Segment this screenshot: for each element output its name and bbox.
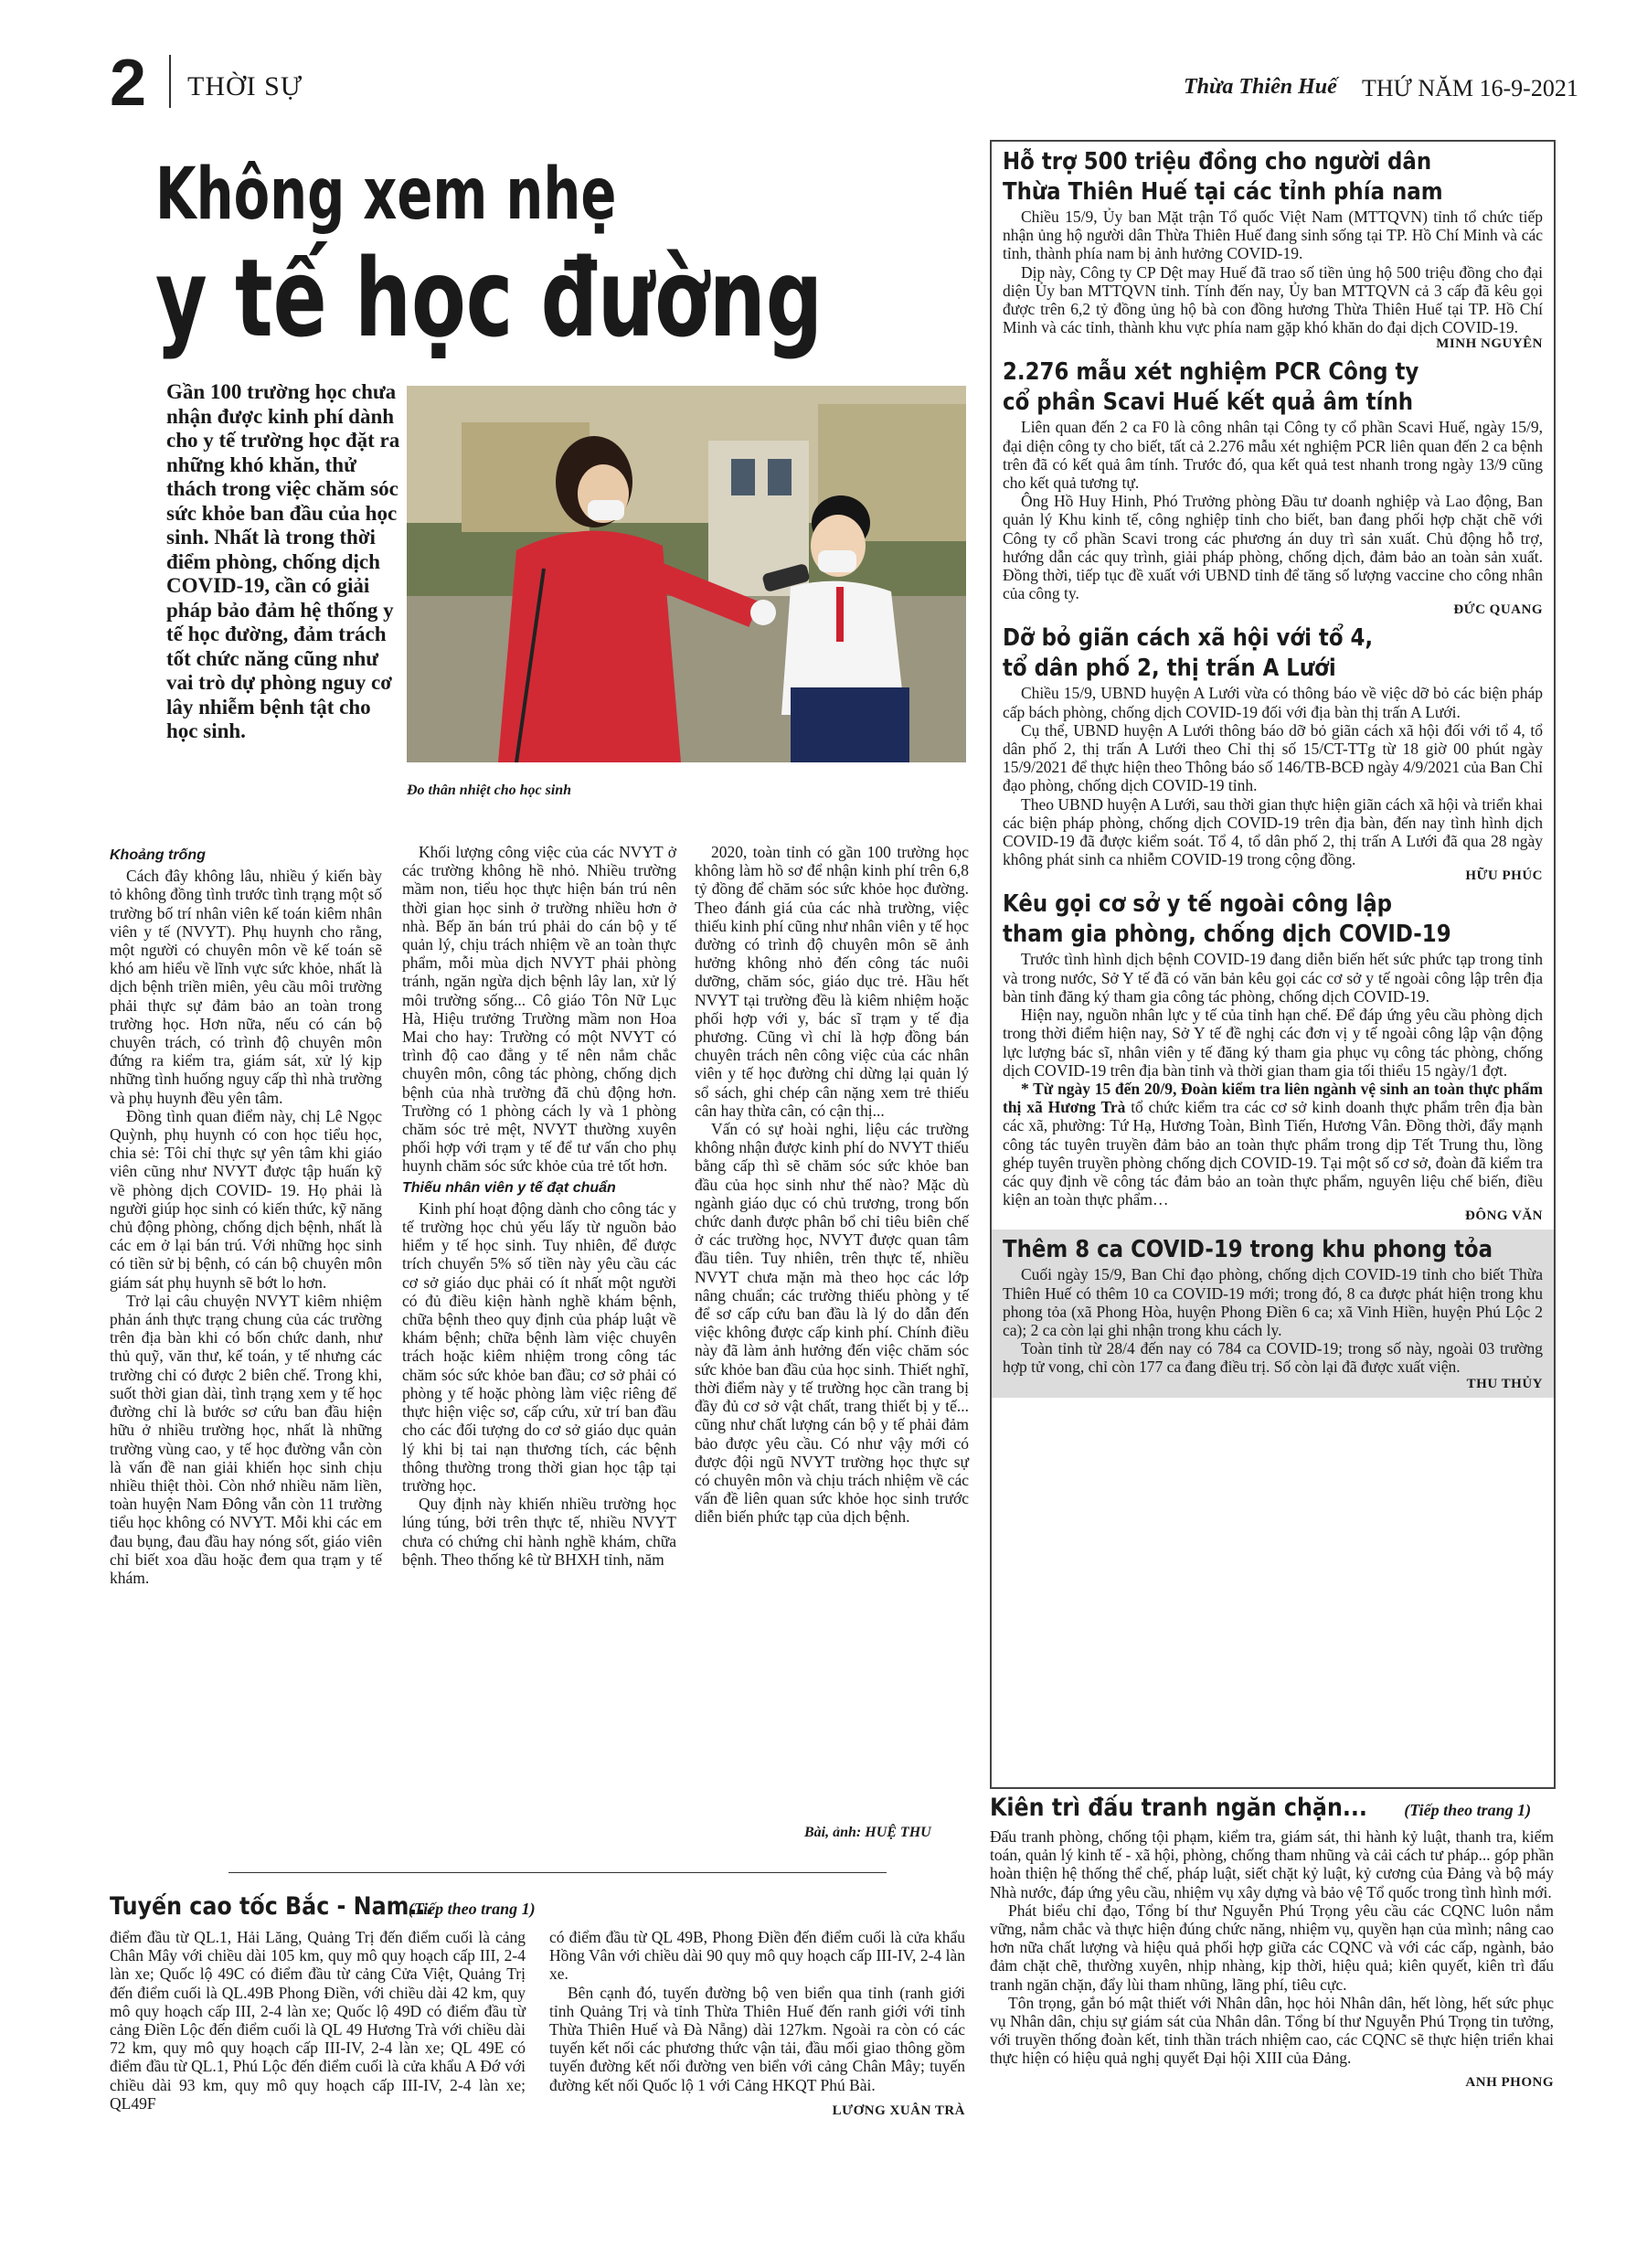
- photo-illustration: [407, 386, 966, 762]
- headline-line-2: y tế học đường: [155, 235, 824, 361]
- brief-4: [992, 884, 1554, 1224]
- brief-body: [1003, 1265, 1543, 1376]
- paper-name: Thừa Thiên Huế: [1184, 75, 1337, 99]
- paragraph: Ông Hồ Huy Hinh, Phó Trưởng phòng Đầu tư doanh nghiệp và Lao động, Ban quản lý Khu kinh tế, công nghiệp tỉnh cho biết, ban đang phối hợp chặt chẽ với Công ty cổ phần Scavi trong các phương án duy trì sản xuất. Chủ động hỗ trợ, hướng dẫn các quy trình, giải pháp phòng, chống dịch, đảm bảo an toàn sản xuất. Đồng thời, tiếp tục đề xuất với UBND tỉnh để tăng số lượng vaccine cho công nhân của công ty.: [1003, 492, 1543, 603]
- brief-credit: HỮU PHÚC: [1465, 868, 1543, 884]
- paragraph: Bên cạnh đó, tuyến đường bộ ven biển qua tỉnh (ranh giới tỉnh Quảng Trị và tỉnh Thừa Thiên Huế đến ranh giới với tỉnh Thừa Thiên Huế và Đà Nẵng) dài 127km. Ngoài ra còn có các tuyến kết nối các phương thức vận tải, đầu mối giao thông gồm tuyến đường kết nối đường ven biển với cảng Chân Mây; tuyến đường kết nối Quốc lộ 1 với Cảng HKQT Phú Bài.: [549, 1983, 965, 2094]
- paragraph-rest: tổ chức kiểm tra các cơ sở kinh doanh thực phẩm trên địa bàn các xã, phường: Tứ Hạ, Hương Toàn, Bình Tiến, Hương Vân. Đồng thời, đẩy mạnh công tác tuyên truyền đảm bảo an toàn thực phẩm trong dịp Tết Trung thu, lồng ghép tuyên truyền phòng chống dịch COVID-19. Tại một số cơ sở, đoàn đã kiểm tra các quy định về công tác đảm bảo an toàn thực phẩm, nguyên liệu chế biến, điều kiện an toàn thực phẩm…: [1003, 1098, 1543, 1209]
- paragraph: Khối lượng công việc của các NVYT ở các trường không hề nhỏ. Nhiều trường mầm non, tiểu học thực hiện bán trú nên thời gian học sinh ở trường nhiều hơn ở nhà. Bếp ăn bán trú phải do cán bộ y tế quản lý, chịu trách nhiệm về an toàn thực phẩm, mỗi mùa dịch NVYT phải phòng tránh, ngăn ngừa dịch bệnh lây lan, xử lý môi trường sống... Cô giáo Tôn Nữ Lục Hà, Hiệu trưởng Trường mầm non Hoa Mai cho hay: Trường có một NVYT có trình độ cao đẳng y tế nên nắm chắc chuyên môn, công tác phòng, chống dịch bệnh của nhà trường đã chủ động hơn. Trường có 1 phòng cách ly và 1 phòng chăm sóc trẻ mệt, NVYT thường xuyên phối hợp với trạm y tế để tư vấn cho phụ huynh chăm sóc sức khỏe của trẻ tốt hơn.: [402, 843, 676, 1176]
- bold-lead: * Từ ngày 15 đến 20/9, Đoàn kiểm tra liên ngành vệ sinh an toàn thực phẩm thị xã Hương Trà: [1003, 1079, 1543, 1117]
- paragraph: Phát biểu chỉ đạo, Tổng bí thư Nguyễn Phú Trọng yêu cầu các CQNC luôn nắm vững, nắm chắc và thực hiện đúng chức năng, nhiệm vụ, quyền hạn của mình; nâng cao hơn nữa chất lượng và hiệu quả phối hợp giữa các CQNC và với các cấp, ngành, bảo đảm chặt chẽ, thường xuyên, nhịp nhàng, kịp thời, hiệu quả; kiên quyết, kiên trì đấu tranh ngăn chặn, đẩy lùi tham nhũng, lãng phí, tiêu cực.: [990, 1901, 1554, 1994]
- paragraph: Chiều 15/9, UBND huyện A Lưới vừa có thông báo về việc dỡ bỏ các biện pháp cấp bách phòng, chống dịch COVID-19 đối với địa bàn thị trấn A Lưới.: [1003, 684, 1543, 721]
- article-column-2: [402, 843, 676, 1569]
- brief-3: [992, 618, 1554, 884]
- brief-title: Thêm 8 ca COVID-19 trong khu phong tỏa: [1003, 1236, 1493, 1264]
- main-headline: [155, 151, 978, 361]
- paragraph: Đồng tình quan điểm này, chị Lê Ngọc Quỳnh, phụ huynh có con học tiểu học, chia sẻ: Tôi chỉ thực sự yên tâm khi giáo viên cũng như NVYT được tập huấn kỹ về phòng dịch COVID- 19. Họ phải là người giúp học sinh có kiến thức, kỹ năng chủ động phòng, chống dịch bệnh, nhất là các em ở lại bán trú. Với những học sinh có tiền sử bị bệnh, có cán bộ chuyên môn giám sát phụ huynh sẽ bớt lo hơn.: [110, 1106, 382, 1292]
- paragraph: Cách đây không lâu, nhiều ý kiến bày tỏ không đồng tình trước tình trạng một số trường bố trí nhân viên kế toán kiêm nhân viên y tế (NVYT). Phụ huynh cho rằng, một người có chuyên môn về kế toán sẽ khó am hiểu về lĩnh vực sức khỏe, nhất là dịch bệnh triền miên, yêu cầu môi trường phải thực sự đảm bảo an toàn trong trường học. Hơn nữa, nếu có cán bộ chuyên trách, có trình độ chuyên môn đứng ra kiểm tra, giám sát, xử lý kịp những tình huống nguy cấp thì nhà trường và phụ huynh đều yên tâm.: [110, 867, 382, 1107]
- article-photo: [407, 386, 966, 762]
- bottom-right-title: Kiên trì đấu tranh ngăn chặn...: [990, 1794, 1367, 1822]
- paragraph: có điểm đầu từ QL 49B, Phong Điền đến điểm cuối là cửa khẩu Hồng Vân với chiều dài 90 quy mô quy hoạch cấp III-IV, 2-4 làn xe.: [549, 1928, 965, 1984]
- paragraph: Kinh phí hoạt động dành cho công tác y tế trường học chủ yếu lấy từ nguồn bảo hiểm y tế học sinh. Tuy nhiên, để được trích chuyển 5% số tiền này yêu cầu các cơ sở giáo dục phải có ít nhất một người có đủ điều kiện hành nghề khám bệnh, chữa bệnh theo quy định của pháp luật về khám bệnh; chữa bệnh làm việc chuyên trách hoặc kiêm nhiệm trong công tác chăm sóc sức khỏe ban đầu; cơ sở phải có phòng y tế hoặc phòng làm việc riêng để thực hiện việc sơ, cấp cứu, xử trí ban đầu cho các đối tượng do cơ sở giáo dục quản lý khi bị tai nạn thương tích, các bệnh thông thường trong thời gian học tập tại trường học.: [402, 1198, 676, 1495]
- paragraph: 2020, toàn tỉnh có gần 100 trường học không làm hồ sơ để nhận kinh phí trên 6,8 tỷ đồng để chăm sóc sức khỏe học đường. Theo đánh giá của các nhà trường, việc thiếu kinh phí cũng như nhân viên y tế học đường có trình độ chuyên môn sẽ ảnh hưởng không nhỏ đến công tác nuôi dưỡng, chăm sóc, giáo dục trẻ. Hầu hết NVYT tại trường đều là kiêm nhiệm hoặc phối hợp với y, bác sĩ trạm y tế địa phương. Cũng vì chỉ là hợp đồng bán chuyên trách nên công việc của các nhân viên y tế học đường chỉ dừng lại quản lý sổ sách, ghi chép cân nặng xem trẻ thiếu cân hay thừa cân, có cận thị...: [695, 843, 969, 1120]
- brief-title: cổ phần Scavi Huế kết quả âm tính: [1003, 389, 1414, 417]
- paragraph: Chiều 15/9, Ủy ban Mặt trận Tổ quốc Việt Nam (MTTQVN) tỉnh tổ chức tiếp nhận ủng hộ người dân Thừa Thiên Huế đang sinh sống tại TP. Hồ Chí Minh và các tỉnh, thành phía nam bị ảnh hưởng COVID-19.: [1003, 208, 1543, 263]
- byline-label: Bài, ảnh:: [804, 1825, 862, 1840]
- paragraph: [1003, 1080, 1543, 1209]
- brief-body: [1003, 418, 1543, 602]
- brief-title: tổ dân phố 2, thị trấn A Lưới: [1003, 655, 1336, 683]
- article-byline: [804, 1825, 931, 1841]
- paragraph: Đấu tranh phòng, chống tội phạm, kiểm tra, giám sát, thi hành kỷ luật, thanh tra, kiểm toán, quản lý kinh tế - xã hội, phòng, chống tham nhũng và cải cách tư pháp... góp phần hoàn thiện hệ thống thể chế, pháp luật, siết chặt kỷ luật, kỷ cương của Đảng và bộ máy Nhà nước, đáp ứng yêu cầu, nhiệm vụ xây dựng và bảo vệ Tổ quốc trong tình hình mới.: [990, 1827, 1554, 1901]
- photo-caption: Đo thân nhiệt cho học sinh: [407, 783, 572, 798]
- brief-title: Kêu gọi cơ sở y tế ngoài công lập: [1003, 890, 1393, 919]
- brief-title: Hỗ trợ 500 triệu đồng cho người dân: [1003, 148, 1432, 176]
- paragraph: Dịp này, Công ty CP Dệt may Huế đã trao số tiền ủng hộ 500 triệu đồng cho đại diện Ủy ban MTTQVN tỉnh. Tính đến nay, Ủy ban MTTQVN cả 3 cấp đã kêu gọi được trên 6,2 tỷ đồng ủng hộ bà con đồng hương Thừa Thiên Huế tại TP. Hồ Chí Minh và các tỉnh, thành khu vực phía nam gặp khó khăn do đại dịch COVID-19.: [1003, 262, 1543, 337]
- paragraph: Vấn có sự hoài nghi, liệu các trường không nhận được kinh phí do NVYT thiếu bằng cấp thì sẽ chăm sóc sức khỏe ban đầu của học sinh như thế nào? Mặc dù ngành giáo dục có chủ trương, trong bốn chức danh được phân bổ chỉ tiêu biên chế ở các trường học, NVYT được quan tâm đầu tiên. Tuy nhiên, trên thực tế, nhiều NVYT chưa mặn mà theo học các lớp nâng chuẩn; các trường thiếu phòng y tế để sơ cấp cứu ban đầu là lý do dẫn đến việc không được cấp kinh phí. Chính điều này đã làm ảnh hưởng đến việc chăm sóc sức khỏe ban đầu của học sinh. Thiết nghĩ, thời điểm này y tế trường học cần trang bị đầy đủ cơ sở vật chất, trang thiết bị y tế... cũng như chất lượng cán bộ y tế phải đảm bảo được yêu cầu. Có như vậy mới có được đội ngũ NVYT trường học thực sự có chuyên môn và chịu trách nhiệm về các vấn đề liên quan sức khỏe học sinh trước diễn biến phức tạp của dịch bệnh.: [695, 1120, 969, 1527]
- bottom-left-header: [110, 1892, 987, 1921]
- paragraph: Toàn tỉnh từ 28/4 đến nay có 784 ca COVID-19; trong số này, ngoài 03 trường hợp tử vong, chỉ còn 177 ca đang điều trị. Số còn lại đã được xuất viện.: [1003, 1339, 1543, 1377]
- header-divider: [169, 55, 171, 108]
- paragraph: Cuối ngày 15/9, Ban Chỉ đạo phòng, chống dịch COVID-19 tỉnh cho biết Thừa Thiên Huế có thêm 10 ca COVID-19 mới; trong đó, 8 ca được phát hiện trong khu phong tỏa (xã Phong Hòa, huyện Phong Điền 6 ca; xã Vinh Hiền, huyện Phú Lộc 2 ca); 2 ca còn lại ghi nhận trong khu cách ly.: [1003, 1265, 1543, 1339]
- section-name: THỜI SỰ: [187, 71, 303, 101]
- brief-title: 2.276 mẫu xét nghiệm PCR Công ty: [1003, 358, 1419, 387]
- article-column-3: [695, 843, 969, 1527]
- brief-credit: ĐỨC QUANG: [1453, 602, 1543, 618]
- brief-body: [1003, 684, 1543, 868]
- brief-body: [1003, 208, 1543, 336]
- paragraph: Trở lại câu chuyện NVYT kiêm nhiệm phản ánh thực trạng chung của các trường trên địa bàn khi có bốn chức danh, như thủ quỹ, văn thư, kế toán, y tế nhưng các trường chỉ có được 2 biên chế. Trong khi, suốt thời gian dài, tình trạng xem y tế học đường chỉ là bước sơ cứu ban đầu hiện hữu ở nhiều trường học, nhất là những trường vùng cao, y tế học đường vẫn còn là vấn đề nan giải khiến học sinh chịu nhiều thiệt thòi. Còn nhớ nhiều năm liền, toàn huyện Nam Đông vẫn còn 11 trường tiểu học không có NVYT. Mỗi khi các em đau bụng, đau đầu hay nóng sốt, giáo viên chỉ biết xoa dầu hoặc đem qua trạm y tế khám.: [110, 1291, 382, 1587]
- bottom-right-credit: ANH PHONG: [1465, 2074, 1554, 2090]
- brief-title: Dỡ bỏ giãn cách xã hội với tổ 4,: [1003, 624, 1374, 653]
- continued-label: (Tiếp theo trang 1): [1404, 1801, 1532, 1819]
- brief-credit: MINH NGUYÊN: [1436, 336, 1543, 352]
- paragraph: Liên quan đến 2 ca F0 là công nhân tại Công ty cổ phần Scavi Huế, ngày 15/9, đại diện công ty cho biết, tất cả 2.276 mẫu xét nghiệm PCR liên quan đến 2 ca bệnh trên đã có kết quả âm tính. Trước đó, qua kết quả test nhanh trong ngày 13/9 cũng cho kết quả tương tự.: [1003, 418, 1543, 493]
- bottom-right-article: [990, 1794, 1554, 2091]
- bottom-left-credit: LƯƠNG XUÂN TRÀ: [832, 2103, 965, 2118]
- news-brief-box: [990, 140, 1556, 1789]
- paragraph: Cụ thể, UBND huyện A Lưới thông báo dỡ bỏ giãn cách xã hội đối với tổ 4, tổ dân phố 2, thị trấn A Lưới theo Chỉ thị số 15/CT-TTg từ 18 giờ 00 phút ngày 15/9/2021 để thực hiện theo Thông báo số 146/TB-BCĐ ngày 4/9/2021 của Ban Chỉ đạo phòng, chống dịch COVID-19 tỉnh.: [1003, 720, 1543, 795]
- paragraph: Quy định này khiến nhiều trường học lúng túng, bởi trên thực tế, nhiều NVYT chưa có chứng chỉ hành nghề khám, chữa bệnh. Theo thống kê từ BHXH tỉnh, năm: [402, 1495, 676, 1569]
- bottom-left-col-2: [549, 1928, 965, 2120]
- brief-1: [992, 142, 1554, 352]
- paragraph: điểm đầu từ QL.1, Hải Lăng, Quảng Trị đến điểm cuối là cảng Chân Mây với chiều dài 105 km, quy mô quy hoạch cấp III, 2-4 làn xe; Quốc lộ 49C có điểm đầu từ cảng Cửa Việt, Quảng Trị đến điểm cuối là QL.49B Phong Điền, với chiều dài 42 km, quy mô quy hoạch cấp III, 2-4 làn xe; Quốc lộ 49D có điểm đầu từ cảng Điền Lộc đến điểm cuối là QL 49 Hương Trà với chiều dài 72 km, quy mô quy hoạch cấp III-IV, 2-4 làn xe; QL 49E có điểm đầu từ QL.1, Phú Lộc đến điểm cuối là cửa khẩu A Đớ với chiều dài 93 km, quy mô quy hoạch cấp III-IV, 2-4 làn xe; QL49F: [110, 1928, 526, 2113]
- brief-body: [1003, 950, 1543, 1209]
- paragraph: Theo UBND huyện A Lưới, sau thời gian thực hiện giãn cách xã hội và triển khai các biện pháp phòng, chống dịch COVID-19 trên địa bàn, đến nay tình hình dịch COVID-19 đã được kiểm soát. Tổ 4, tổ dân phố 2, thị trấn A Lưới đã qua 28 ngày không phát sinh ca nhiễm COVID-19 trong cộng đồng.: [1003, 794, 1543, 869]
- bottom-left-article: [110, 1892, 987, 2120]
- paragraph: Tôn trọng, gắn bó mật thiết với Nhân dân, học hỏi Nhân dân, hết lòng, hết sức phục vụ Nhân dân, chịu sự giám sát của Nhân dân. Tổng bí thư Nguyễn Phú Trọng tin tưởng, với truyền thống đoàn kết, tinh thần trách nhiệm cao, các CQNC sẽ thực hiện triển khai thực hiện có hiệu quả nghị quyết Đại hội XIII của Đảng.: [990, 1993, 1554, 2068]
- brief-title: Thừa Thiên Huế tại các tỉnh phía nam: [1003, 178, 1443, 206]
- subhead-thieu-nhan-vien: Thiếu nhân viên y tế đạt chuẩn: [402, 1179, 616, 1196]
- article-column-1: [110, 843, 382, 1587]
- page-number: 2: [110, 47, 147, 120]
- bottom-left-col-1: [110, 1928, 526, 2120]
- bottom-right-header: [990, 1794, 1554, 1822]
- paragraph: Hiện nay, nguồn nhân lực y tế của tỉnh hạn chế. Để đáp ứng yêu cầu phòng dịch trong thời điểm hiện nay, Sở Y tế đề nghị các đơn vị y tế ngoài công lập vận động lực lượng bác sĩ, nhân viên y tế đăng ký tham gia phục vụ công tác phòng, chống dịch COVID-19 trên địa bàn tỉnh và thời gian tham gia tối thiểu 15 ngày/1 đợt.: [1003, 1006, 1543, 1080]
- brief-credit: ĐÔNG VĂN: [1465, 1209, 1543, 1224]
- paragraph: Trước tình hình dịch bệnh COVID-19 đang diễn biến hết sức phức tạp trong tỉnh và trong nước, Sở Y tế đã có văn bản kêu gọi các cơ sở y tế ngoài công lập trên địa bàn tỉnh đăng ký tham gia công tác phòng, chống dịch COVID-19.: [1003, 950, 1543, 1006]
- brief-5: [992, 1230, 1554, 1397]
- bottom-left-title: Tuyến cao tốc Bắc - Nam...: [110, 1892, 434, 1921]
- subhead-khoang-trong: Khoảng trống: [110, 847, 206, 863]
- bottom-right-body: [990, 1827, 1554, 2068]
- headline-line-1: Không xem nhẹ: [155, 154, 617, 236]
- divider-line: [228, 1872, 887, 1873]
- byline-name: HUỆ THU: [865, 1825, 931, 1840]
- brief-credit: THU THỦY: [1466, 1376, 1543, 1391]
- issue-date: THỨ NĂM 16-9-2021: [1362, 75, 1578, 101]
- brief-title: tham gia phòng, chống dịch COVID-19: [1003, 921, 1451, 949]
- continued-label: (Tiếp theo trang 1): [408, 1900, 536, 1918]
- bottom-left-columns: [110, 1928, 987, 2120]
- article-sapo: Gần 100 trường học chưa nhận được kinh phí dành cho y tế trường học đặt ra những khó khăn, thử thách trong việc chăm sóc sức khỏe ban đầu của học sinh. Nhất là trong thời điểm phòng, chống dịch COVID-19, cần có giải pháp bảo đảm hệ thống y tế học đường, đảm trách tốt chức năng cũng như vai trò dự phòng nguy cơ lây nhiễm bệnh tật cho học sinh.: [166, 380, 400, 742]
- brief-2: [992, 352, 1554, 618]
